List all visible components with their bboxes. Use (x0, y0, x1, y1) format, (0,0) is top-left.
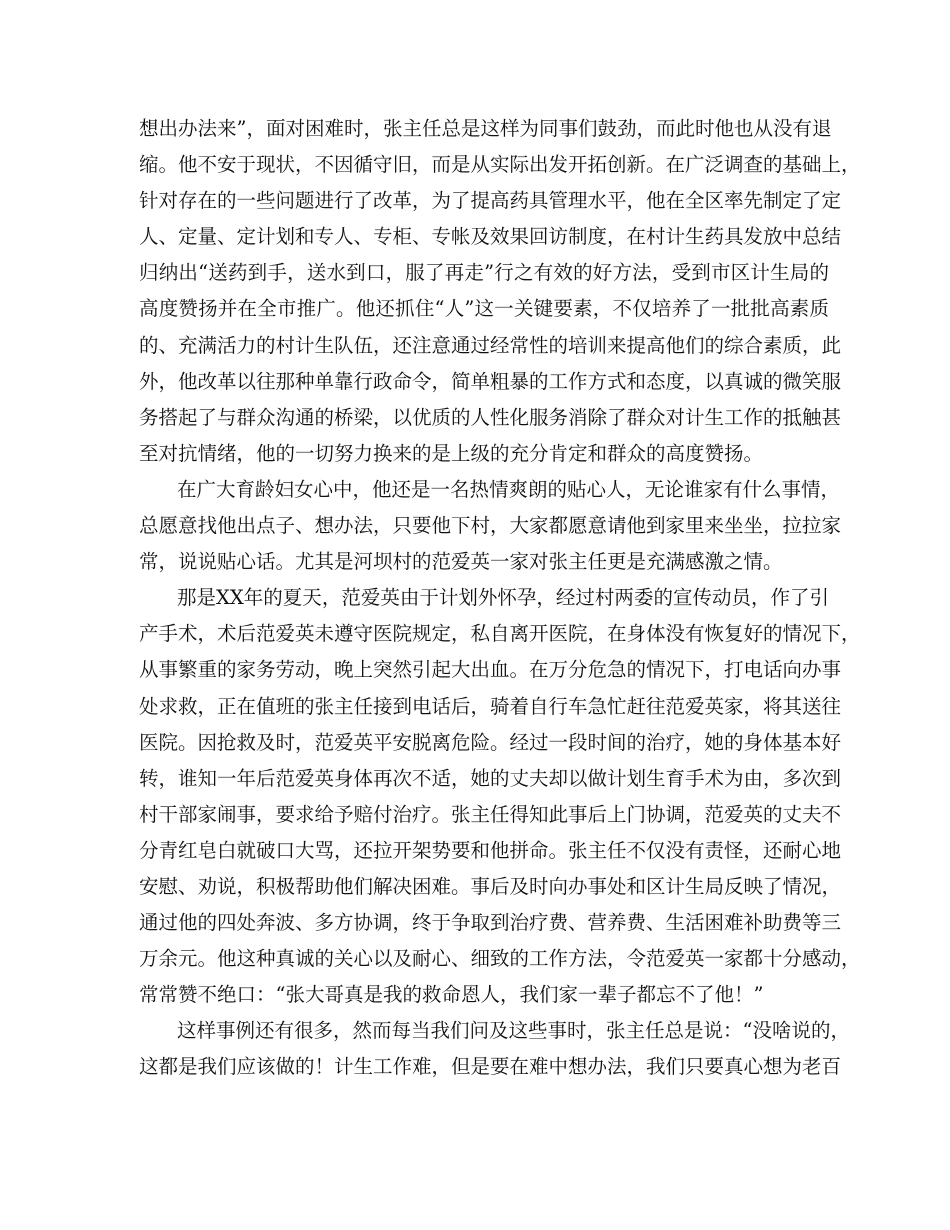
text-line: 缩。他不安于现状，不因循守旧，而是从实际出发开拓创新。在广泛调查的基础上， (139, 153, 861, 177)
body-text (139, 111, 861, 1086)
paragraph-first-line: 那是XX年的夏天，范爱英由于计划外怀孕，经过村两委的宣传动员，作了引 (177, 586, 829, 610)
text-line: 常常赞不绝口：“张大哥真是我的救命恩人，我们家一辈子都忘不了他！” (139, 983, 764, 1007)
text-line: 至对抗情绪，他的一切努力换来的是上级的充分肯定和群众的高度赞扬。 (139, 441, 764, 465)
text-line: 归纳出“送药到手，送水到口，服了再走”行之有效的好方法，受到市区计生局的 (139, 261, 829, 285)
text-line: 务搭起了与群众沟通的桥梁，以优质的人性化服务消除了群众对计生工作的抵触甚 (139, 405, 842, 429)
text-line: 通过他的四处奔波、多方协调，终于争取到治疗费、营养费、生活困难补助费等三 (139, 911, 842, 935)
text-line: 转，谁知一年后范爱英身体再次不适，她的丈夫却以做计划生育手术为由，多次到 (139, 766, 842, 790)
text-line: 安慰、劝说，积极帮助他们解决困难。事后及时向办事处和区计生局反映了情况， (139, 874, 842, 898)
text-line: 从事繁重的家务劳动，晚上突然引起大出血。在万分危急的情况下，打电话向办事 (139, 658, 842, 682)
text-line: 外，他改革以往那种单靠行政命令，简单粗暴的工作方式和态度，以真诚的微笑服 (139, 369, 842, 393)
text-line: 这都是我们应该做的！计生工作难，但是要在难中想办法，我们只要真心想为老百 (139, 1055, 842, 1079)
paragraph-first-line: 在广大育龄妇女心中，他还是一名热情爽朗的贴心人，无论谁家有什么事情， (177, 477, 841, 501)
text-line: 处求救，正在值班的张主任接到电话后，骑着自行车急忙赶往范爱英家，将其送往 (139, 694, 842, 718)
text-line: 村干部家闹事，要求给予赔付治疗。张主任得知此事后上门协调，范爱英的丈夫不 (139, 802, 842, 826)
text-line: 针对存在的一些问题进行了改革，为了提高药具管理水平，他在全区率先制定了定 (139, 189, 842, 213)
text-line: 分青红皂白就破口大骂，还拉开架势要和他拼命。张主任不仅没有责怪，还耐心地 (139, 838, 842, 862)
text-line: 产手术，术后范爱英未遵守医院规定，私自离开医院，在身体没有恢复好的情况下， (139, 622, 861, 646)
text-line: 总愿意找他出点子、想办法，只要他下村，大家都愿意请他到家里来坐坐，拉拉家 (139, 514, 842, 538)
text-line: 想出办法来”，面对困难时，张主任总是这样为同事们鼓劲，而此时他也从没有退 (139, 117, 832, 140)
text-line: 常，说说贴心话。尤其是河坝村的范爱英一家对张主任更是充满感激之情。 (139, 550, 783, 574)
text-line: 高度赞扬并在全市推广。他还抓住“人”这一关键要素，不仅培养了一批批高素质 (139, 297, 829, 321)
paragraph-first-line: 这样事例还有很多，然而每当我们问及这些事时，张主任总是说：“没啥说的， (177, 1019, 850, 1043)
text-line: 万余元。他这种真诚的关心以及耐心、细致的工作方法，令范爱英一家都十分感动， (139, 947, 861, 971)
text-line: 的、充满活力的村计生队伍，还注意通过经常性的培训来提高他们的综合素质，此 (139, 333, 842, 357)
text-line: 医院。因抢救及时，范爱英平安脱离危险。经过一段时间的治疗，她的身体基本好 (139, 730, 842, 754)
text-line: 人、定量、定计划和专人、专柜、专帐及效果回访制度，在村计生药具发放中总结 (139, 225, 842, 249)
